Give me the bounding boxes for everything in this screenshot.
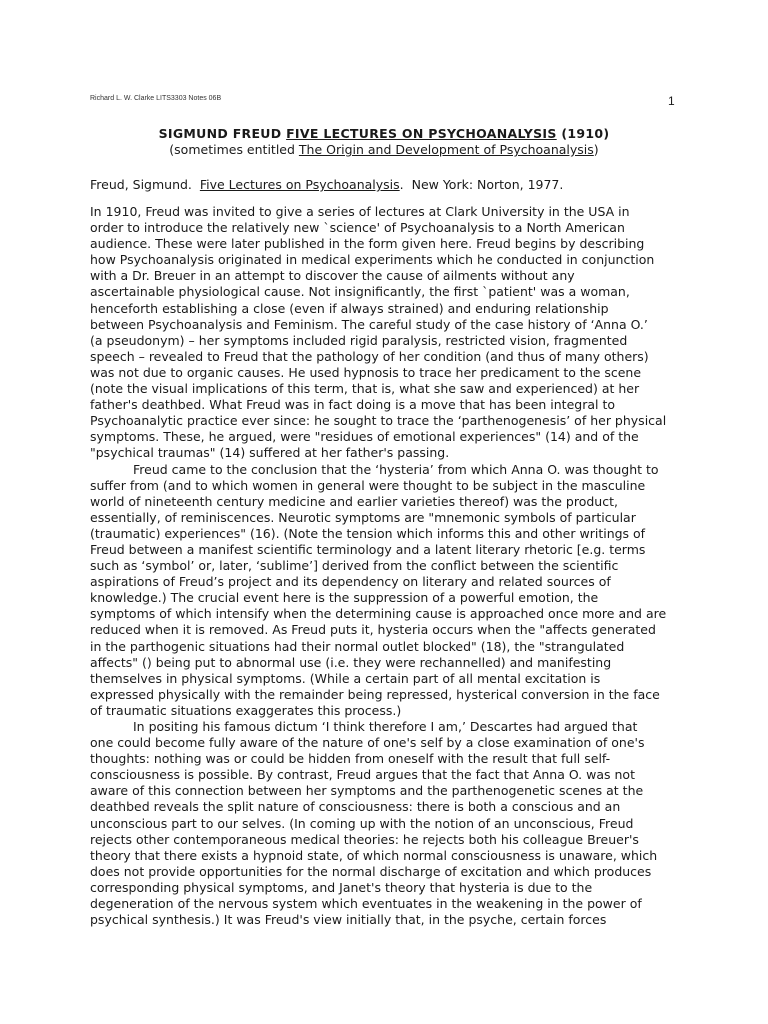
title-year: (1910) [556, 126, 610, 141]
body-line: suffer from (and to which women in general were thought to be subject in the masculine [90, 477, 646, 493]
body-line: rejects other contemporaneous medical theories: he rejects both his colleague Breuer's [90, 831, 639, 847]
running-header: Richard L. W. Clarke LITS3303 Notes 06B [90, 95, 222, 102]
body-line: corresponding physical symptoms, and Janet's theory that hysteria is due to the [90, 879, 593, 895]
title-work: FIVE LECTURES ON PSYCHOANALYSIS [286, 126, 557, 141]
body-line: father's deathbed. What Freud was in fact doing is a move that has been integral to [90, 397, 615, 413]
body-line: (traumatic) experiences" (16). (Note the tension which informs this and other writings of [90, 525, 646, 541]
body-line: speech – revealed to Freud that the pathology of her condition (and thus of many others) [90, 348, 649, 364]
body-line: themselves in physical symptoms. (While a certain part of all mental excitation is [90, 670, 601, 686]
body-line: reduced when it is removed. As Freud puts it, hysteria occurs when the "affects generated [90, 622, 656, 638]
body-line: thoughts: nothing was or could be hidden from oneself with the result that full self- [90, 751, 611, 767]
body-line: symptoms of which intensify when the determining cause is approached once more and are [90, 606, 667, 622]
body-line: world of nineteenth century medicine and earlier varieties thereof) was the product, [90, 493, 618, 509]
body-line: Psychoanalytic practice ever since: he sought to trace the ‘parthenogenesis’ of her physical [90, 413, 667, 429]
document-subtitle [90, 142, 678, 157]
title-prefix: SIGMUND FREUD [158, 126, 287, 141]
body-line: deathbed reveals the split nature of consciousness: there is both a conscious and an [90, 799, 621, 815]
body-line: with a Dr. Breuer in an attempt to discover the cause of ailments without any [90, 268, 575, 284]
body-text [90, 204, 680, 928]
page-number: 1 [668, 94, 675, 108]
bibliographic-citation [90, 177, 563, 192]
body-line: does not provide opportunities for the normal discharge of excitation and which produces [90, 863, 652, 879]
body-line: order to introduce the relatively new `science' of Psychoanalysis to a North American [90, 220, 625, 236]
body-line: aspirations of Freud’s project and its dependency on literary and related sources of [90, 574, 611, 590]
citation-work: Five Lectures on Psychoanalysis [199, 177, 400, 192]
body-line: ascertainable physiological cause. Not insignificantly, the first `patient' was a woman, [90, 284, 630, 300]
body-line: In positing his famous dictum ‘I think therefore I am,’ Descartes had argued that [133, 719, 638, 734]
body-line: such as ‘symbol’ or, later, ‘sublime’] derived from the conflict between the scientific [90, 558, 619, 574]
body-line: between Psychoanalysis and Feminism. The careful study of the case history of ‘Anna O.’ [90, 316, 648, 332]
body-line: knowledge.) The crucial event here is the suppression of a powerful emotion, the [90, 590, 599, 606]
body-line: Freud between a manifest scientific terminology and a latent literary rhetoric [e.g. terms [90, 541, 646, 557]
citation-publisher: . New York: Norton, 1977. [399, 177, 564, 192]
body-line: symptoms. These, he argued, were "residues of emotional experiences" (14) and of the [90, 429, 639, 445]
body-line: (a pseudonym) – her symptoms included rigid paralysis, restricted vision, fragmented [90, 332, 628, 348]
subtitle-alt-title: The Origin and Development of Psychoanalysis [298, 142, 594, 157]
document-title [90, 126, 678, 141]
body-line: henceforth establishing a close (even if always strained) and enduring relationship [90, 300, 609, 316]
body-line: how Psychoanalysis originated in medical experiments which he conducted in conjunction [90, 252, 655, 268]
body-line: in the parthogenic situations had their normal outlet blocked" (18), the "strangulated [90, 638, 625, 654]
body-line: affects" () being put to abnormal use (i.e. they were rechannelled) and manifesting [90, 654, 612, 670]
subtitle-prefix: (sometimes entitled [169, 142, 299, 157]
body-line: unconscious part to our selves. (In coming up with the notion of an unconscious, Freud [90, 815, 634, 831]
body-line: theory that there exists a hypnoid state, of which normal consciousness is unaware, which [90, 847, 658, 863]
body-line: audience. These were later published in the form given here. Freud begins by describing [90, 236, 645, 252]
body-line: was not due to organic causes. He used hypnosis to trace her predicament to the scene [90, 364, 642, 380]
body-line: psychical synthesis.) It was Freud's view initially that, in the psyche, certain forces [90, 912, 607, 928]
body-line: aware of this connection between her symptoms and the parthenogenetic scenes at the [90, 783, 644, 799]
citation-author: Freud, Sigmund. [90, 177, 200, 192]
body-line: "psychical traumas" (14) suffered at her father's passing. [90, 445, 450, 461]
body-line: of traumatic situations exaggerates this process.) [90, 702, 402, 718]
body-line: Freud came to the conclusion that the ‘hysteria’ from which Anna O. was thought to [133, 461, 659, 477]
body-line: consciousness is possible. By contrast, Freud argues that the fact that Anna O. was not [90, 767, 635, 783]
body-line: essentially, of reminiscences. Neurotic symptoms are "mnemonic symbols of particular [90, 509, 636, 525]
body-line: degeneration of the nervous system which eventuates in the weakening in the power of [90, 896, 642, 912]
body-line: In 1910, Freud was invited to give a series of lectures at Clark University in the USA in [90, 204, 630, 219]
subtitle-suffix: ) [593, 142, 599, 157]
body-line: one could become fully aware of the nature of one's self by a close examination of one's [90, 735, 645, 751]
body-line: (note the visual implications of this term, that is, what she saw and experienced) at her [90, 381, 640, 397]
body-line: expressed physically with the remainder being repressed, hysterical conversion in the face [90, 686, 660, 702]
